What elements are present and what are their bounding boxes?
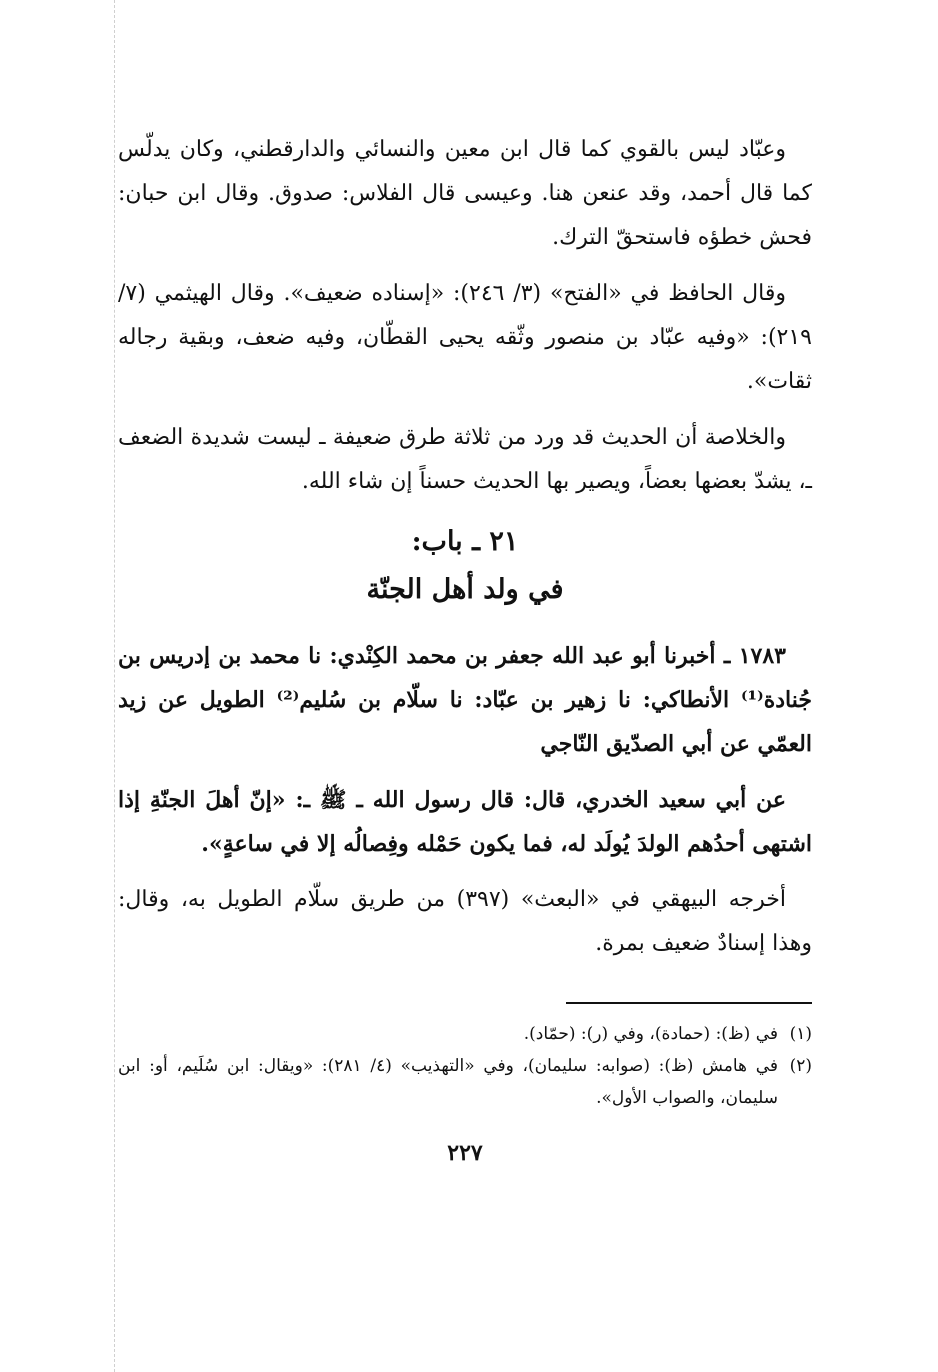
commentary-paragraph-3: والخلاصة أن الحديث قد ورد من ثلاثة طرق ضعيفة ـ ليست شديدة الضعف ـ، يشدّ بعضها بعضاً، ويصير بها الحديث حسناً إن شاء الله. [118,425,812,494]
commentary-paragraph-1: وعبّاد ليس بالقوي كما قال ابن معين والنسائي والدارقطني، وكان يدلّس كما قال أحمد، وقد عنعن هنا. وعيسى قال الفلاس: صدوق. وقال ابن حبان: فحش خطؤه فاستحقّ الترك. [118,137,812,250]
hadith-takhrij: أخرجه البيهقي في «البعث» (٣٩٧) من طريق سلّام الطويل به، وقال: وهذا إسنادٌ ضعيف بمرة. [118,887,812,956]
hadith-isnad: ١٧٨٣ ـ أخبرنا أبو عبد الله جعفر بن محمد الكِنْدي: نا محمد بن إدريس بن جُنادة⁽¹⁾ الأنطاكي: نا زهير بن عبّاد: نا سلّام بن سُليم⁽²⁾ الطويل عن زيد العمّي عن أبي الصدّيق النّاجي [118,643,812,757]
footnotes [118,1018,812,1114]
footnote-number: (٢) [789,1056,812,1076]
footnote-separator [566,1002,812,1004]
chapter-title: في ولد أهل الجنّة [366,574,564,605]
chapter-number: ٢١ ـ باب: [411,526,519,557]
footnote-number: (١) [789,1024,812,1044]
page-margin-guide [114,0,115,1372]
footnote-text: في (ظ): (حمادة)، وفي (ر): (حمّاد). [523,1024,778,1044]
book-page [118,128,812,1166]
footnote-1 [118,1018,812,1050]
footnote-2 [118,1050,812,1114]
footnote-text: في هامش (ظ): (صوابه: سليمان)، وفي «التهذيب» (٤/ ٢٨١): «ويقال: ابن سُلَيم، أو: ابن سليمان، والصواب الأول». [118,1056,778,1108]
hadith-matn: عن أبي سعيد الخدري، قال: قال رسول الله ـ ﷺ ـ: «إنّ أهلَ الجنّةِ إذا اشتهى أحدُهم الولدَ يُولَد له، فما يكون حَمْله وفِصالُه إلا في ساعةٍ». [118,787,812,857]
page-number: ٢٢٧ [447,1140,483,1166]
commentary-paragraph-2: وقال الحافظ في «الفتح» (٣/ ٢٤٦): «إسناده ضعيف». وقال الهيثمي (٧/ ٢١٩): «وفيه عبّاد بن منصور وثّقه يحيى القطّان، وفيه ضعف، وبقية رجاله ثقات». [118,281,812,394]
